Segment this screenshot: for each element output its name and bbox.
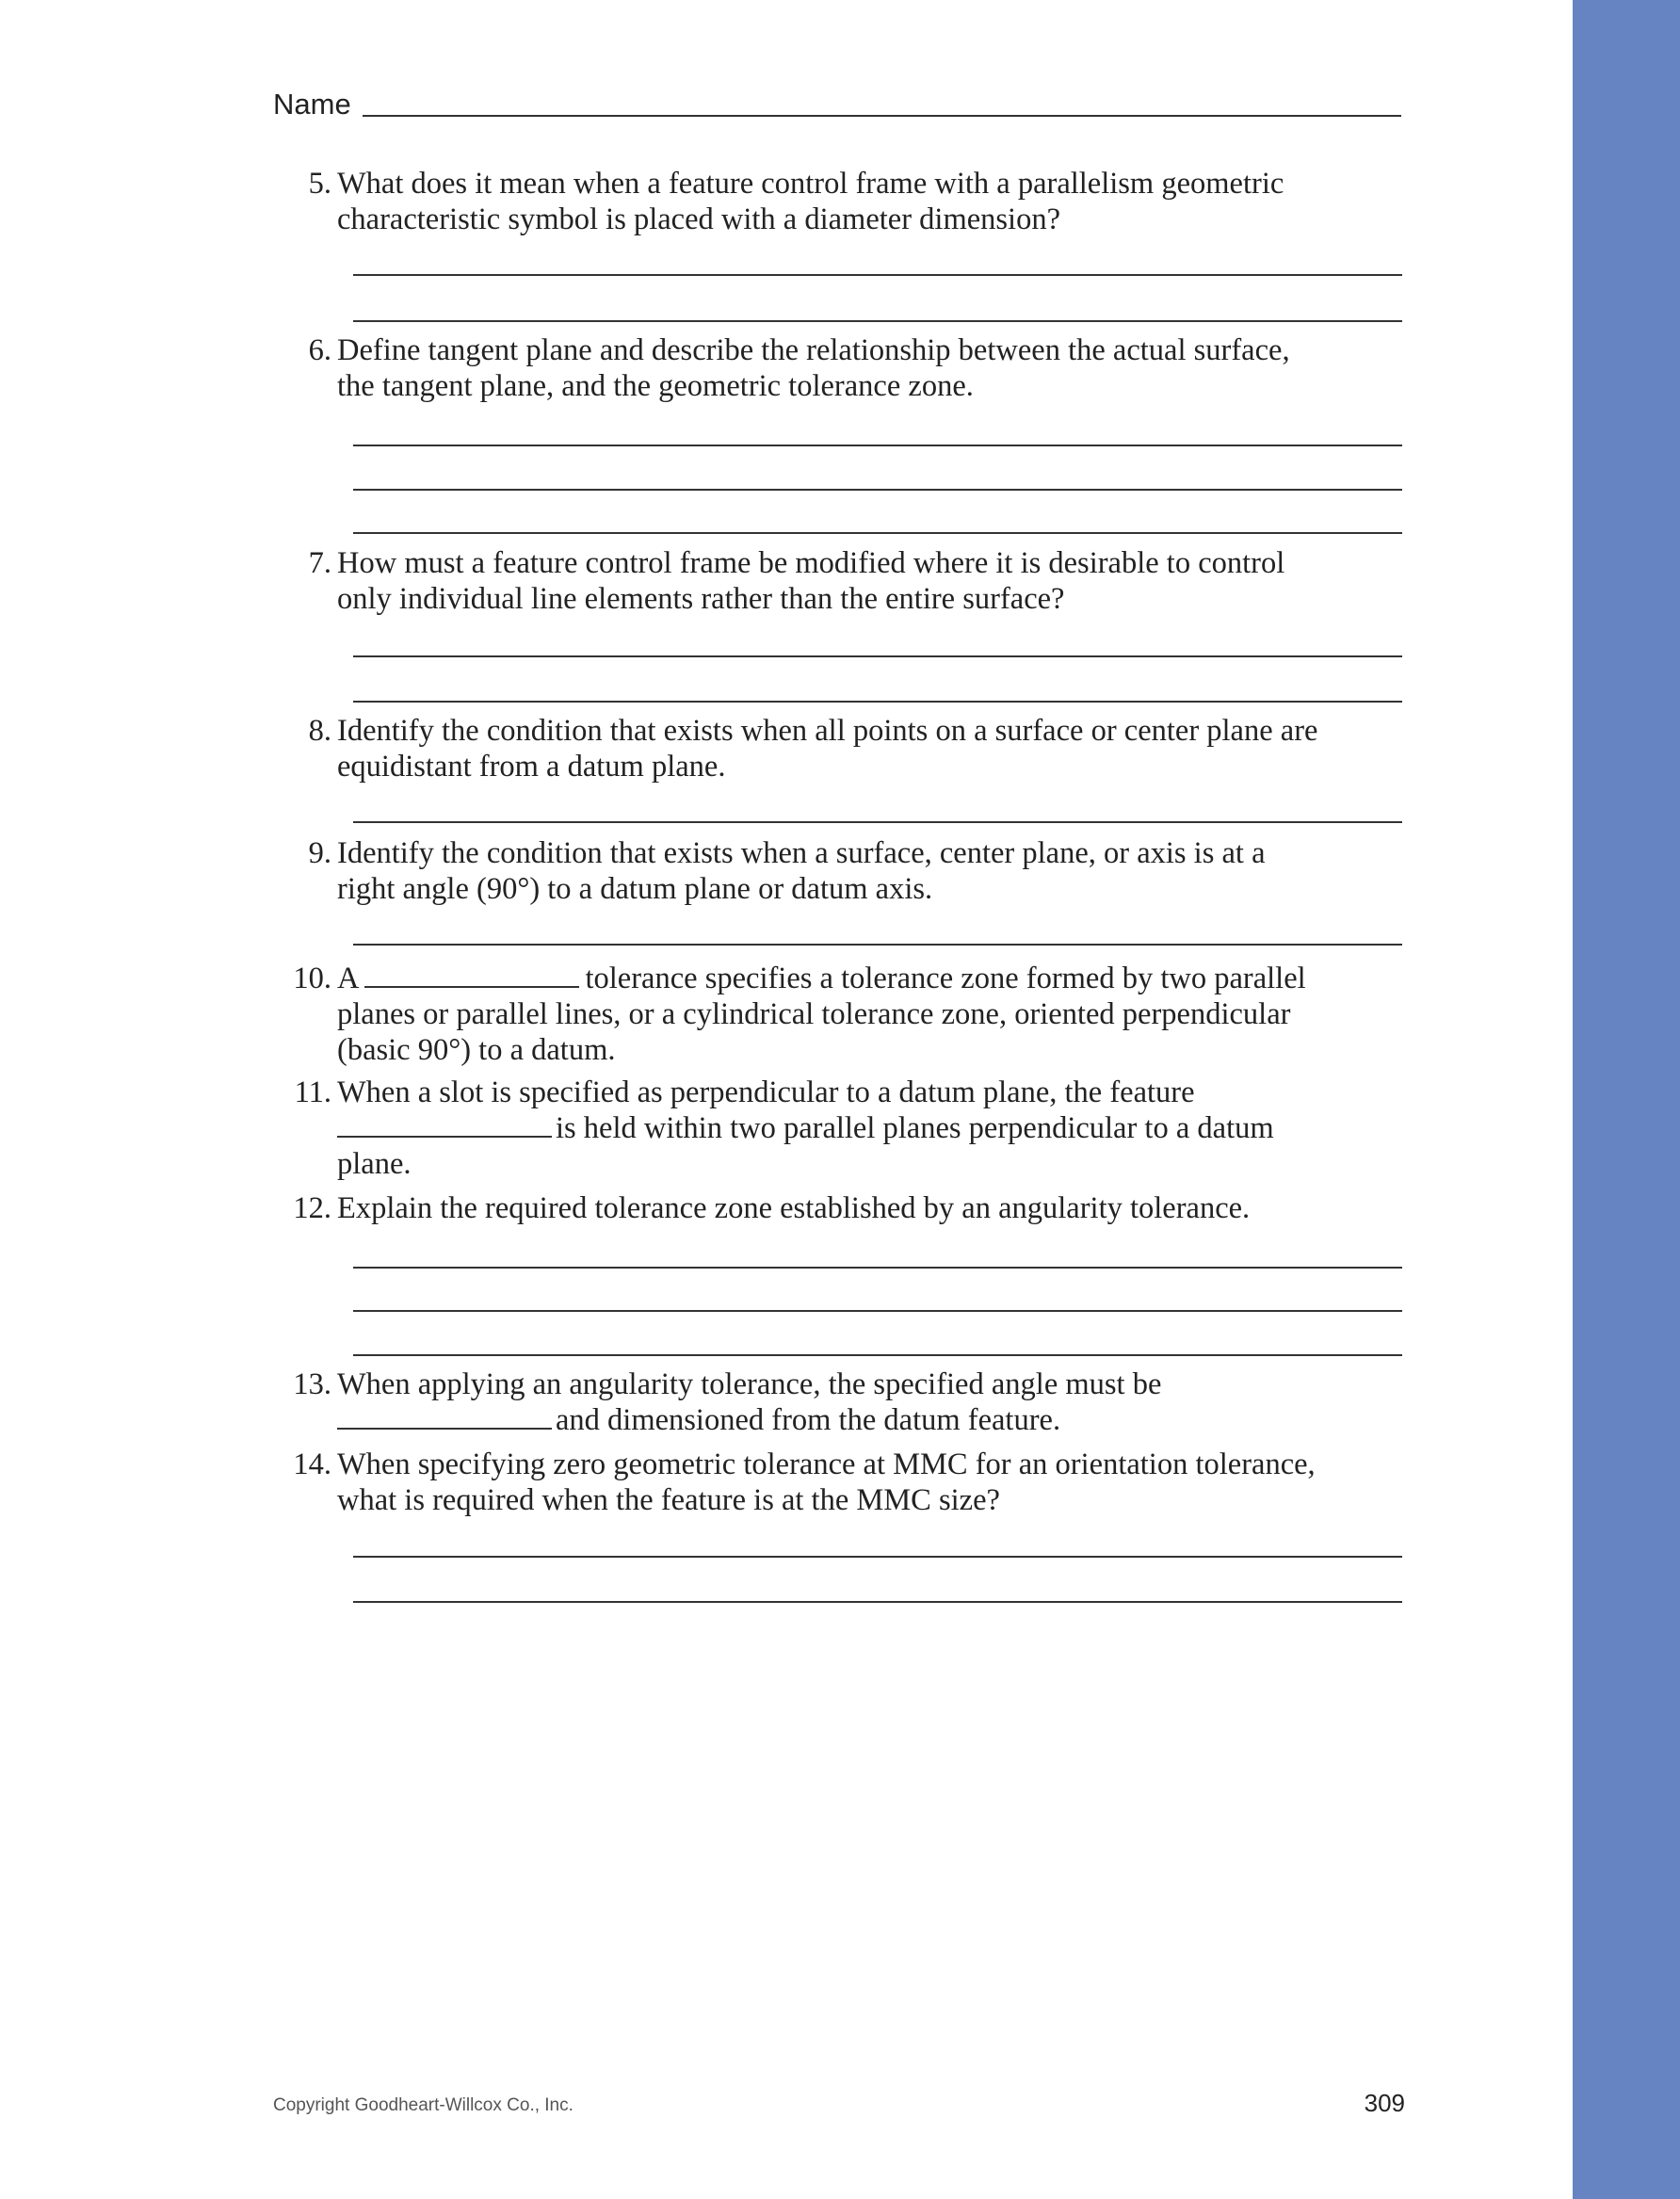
question-text-line: When specifying zero geometric tolerance at MMC for an orientation tolerance, [337,1447,1316,1481]
question-number: 5. [308,167,331,201]
question-text-line: characteristic symbol is placed with a diameter dimension? [337,202,1061,236]
question-text-fragment: A [337,962,360,995]
question-number: 14. [293,1447,331,1481]
answer-line[interactable] [353,1354,1402,1356]
question-text-fragment: and dimensioned from the datum feature. [556,1403,1061,1437]
question-text-line: the tangent plane, and the geometric tolerance zone. [337,369,974,403]
question-text-line: When applying an angularity tolerance, the specified angle must be [337,1367,1162,1401]
question-text-line: equidistant from a datum plane. [337,750,726,784]
name-input-line[interactable] [363,114,1401,117]
name-label: Name [273,88,351,121]
answer-line[interactable] [353,320,1402,322]
question-number: 11. [294,1075,331,1109]
question-text-line: what is required when the feature is at the MMC size? [337,1483,1000,1517]
answer-line[interactable] [353,445,1402,446]
answer-line[interactable] [353,1310,1402,1312]
answer-line[interactable] [353,1601,1402,1603]
question-text-line: right angle (90°) to a datum plane or datum axis. [337,872,933,906]
question-number: 9. [308,836,331,870]
answer-line[interactable] [353,655,1402,657]
copyright-notice: Copyright Goodheart-Willcox Co., Inc. [273,2095,573,2115]
question-text-line: What does it mean when a feature control frame with a parallelism geometric [337,167,1284,201]
question-text-line: Define tangent plane and describe the relationship between the actual surface, [337,333,1290,367]
side-color-band [1573,0,1680,2199]
question-number: 10. [293,962,331,995]
question-text-line: When a slot is specified as perpendicular to a datum plane, the feature [337,1075,1195,1109]
answer-line[interactable] [353,701,1402,703]
question-number: 12. [293,1191,331,1225]
answer-line[interactable] [353,532,1402,534]
question-number: 6. [308,333,331,367]
fill-in-blank[interactable] [337,1111,552,1138]
question-text-line: Identify the condition that exists when a surface, center plane, or axis is at a [337,836,1266,870]
answer-line[interactable] [353,274,1402,276]
question-text-line: Identify the condition that exists when all points on a surface or center plane are [337,714,1318,748]
question-text-line: plane. [337,1147,412,1181]
answer-line[interactable] [353,821,1402,823]
answer-line[interactable] [353,1556,1402,1558]
answer-line[interactable] [353,489,1402,491]
fill-in-blank[interactable] [364,962,579,988]
question-number: 7. [308,546,331,580]
question-number: 13. [293,1367,331,1401]
name-field-row [273,77,1401,119]
question-text-fragment: tolerance specifies a tolerance zone formed by two parallel [585,962,1306,995]
question-text-fragment: is held within two parallel planes perpendicular to a datum [556,1111,1274,1145]
question-text-line: Explain the required tolerance zone established by an angularity tolerance. [337,1191,1251,1225]
question-text-line: (basic 90°) to a datum. [337,1033,616,1067]
fill-in-blank[interactable] [337,1403,552,1430]
question-text-line: only individual line elements rather than the entire surface? [337,582,1065,616]
question-number: 8. [308,714,331,748]
question-text-line: How must a feature control frame be modified where it is desirable to control [337,546,1285,580]
answer-line[interactable] [353,944,1402,946]
question-text-line: planes or parallel lines, or a cylindrical tolerance zone, oriented perpendicular [337,997,1291,1031]
page-number: 309 [1364,2089,1405,2117]
answer-line[interactable] [353,1267,1402,1269]
